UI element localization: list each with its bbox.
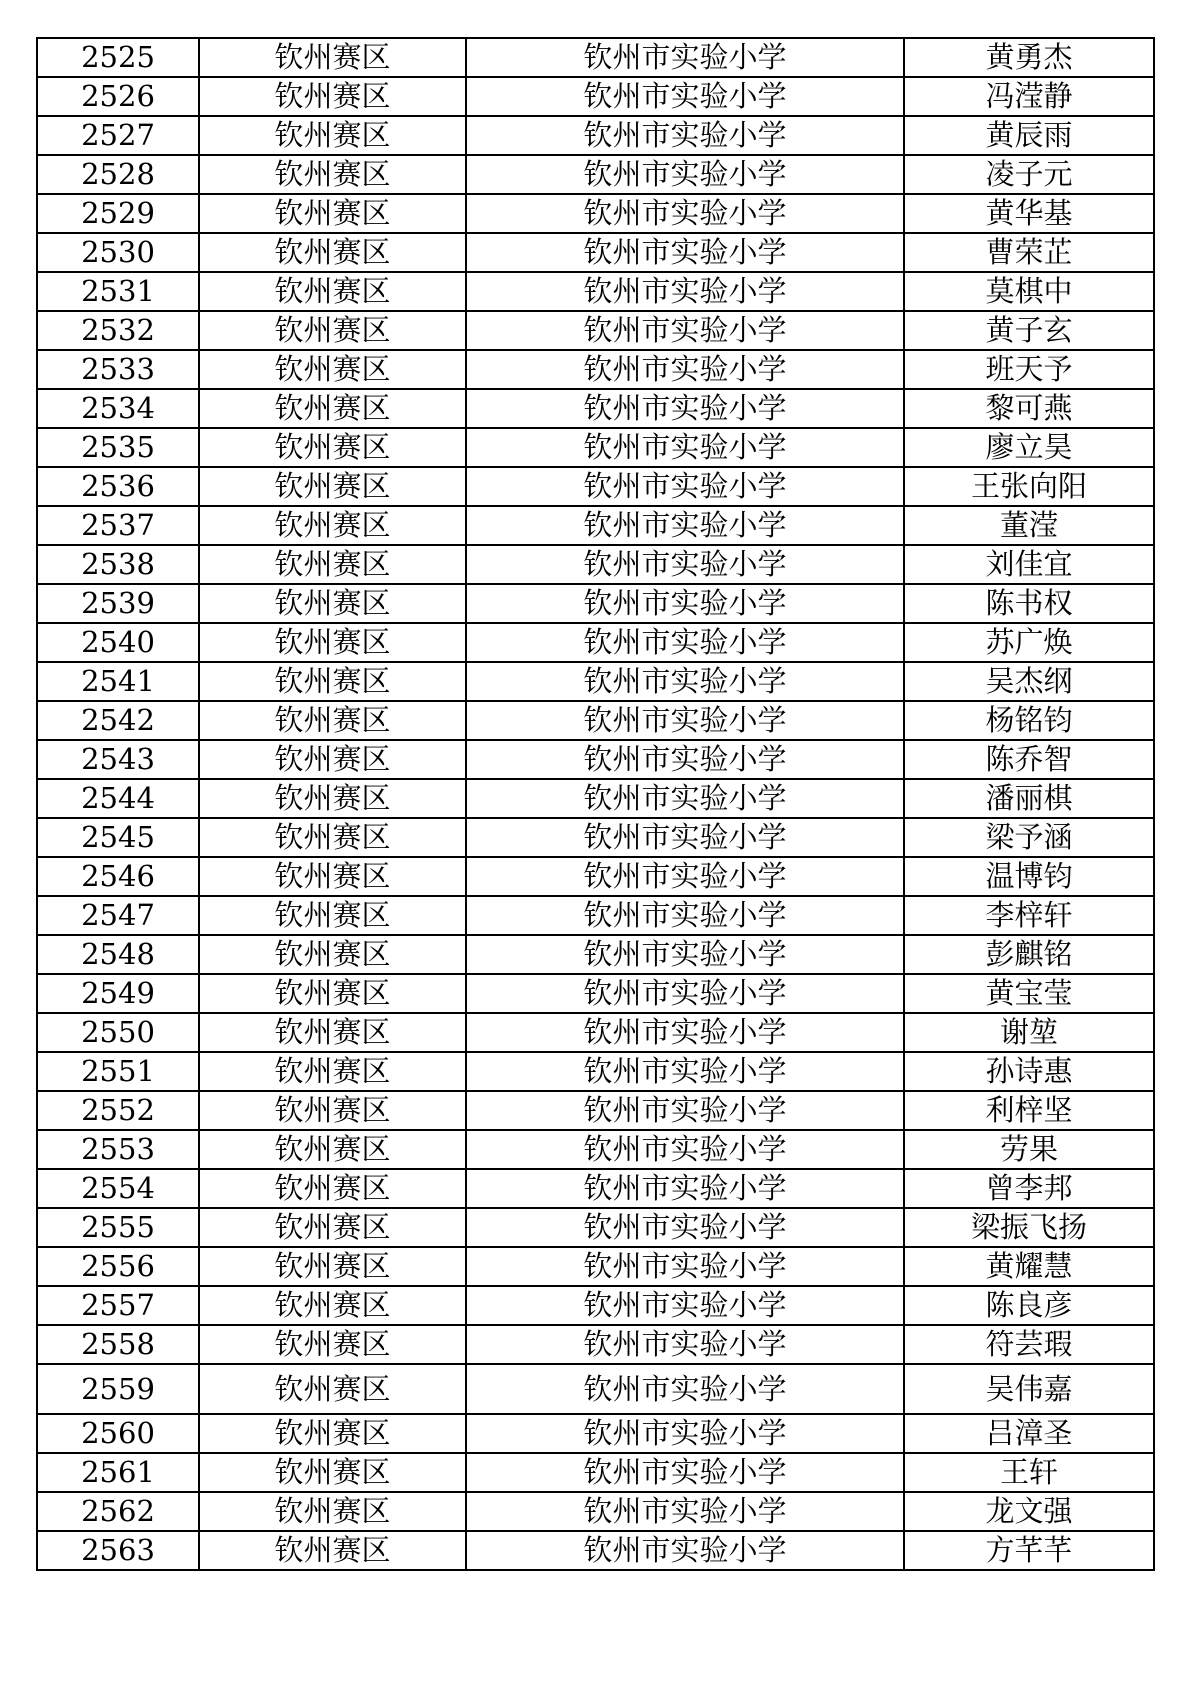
student-name-cell: 温博钧 (904, 857, 1154, 896)
serial-number-cell: 2560 (37, 1414, 199, 1453)
school-cell: 钦州市实验小学 (466, 428, 904, 467)
serial-number-cell: 2535 (37, 428, 199, 467)
serial-number-cell: 2536 (37, 467, 199, 506)
table-row (37, 1325, 1154, 1364)
region-cell: 钦州赛区 (199, 389, 466, 428)
school-cell: 钦州市实验小学 (466, 467, 904, 506)
student-name-cell: 吕漳圣 (904, 1414, 1154, 1453)
student-name-cell: 潘丽棋 (904, 779, 1154, 818)
roster-body (37, 38, 1154, 1570)
serial-number-cell: 2529 (37, 194, 199, 233)
serial-number-cell: 2532 (37, 311, 199, 350)
student-name-cell: 王张向阳 (904, 467, 1154, 506)
serial-number-cell: 2553 (37, 1130, 199, 1169)
student-name-cell: 陈乔智 (904, 740, 1154, 779)
student-name-cell: 符芸瑕 (904, 1325, 1154, 1364)
school-cell: 钦州市实验小学 (466, 272, 904, 311)
student-name-cell: 黄宝莹 (904, 974, 1154, 1013)
region-cell: 钦州赛区 (199, 350, 466, 389)
student-name-cell: 彭麒铭 (904, 935, 1154, 974)
table-row (37, 77, 1154, 116)
serial-number-cell: 2537 (37, 506, 199, 545)
region-cell: 钦州赛区 (199, 740, 466, 779)
table-row (37, 896, 1154, 935)
serial-number-cell: 2530 (37, 233, 199, 272)
region-cell: 钦州赛区 (199, 77, 466, 116)
table-row (37, 662, 1154, 701)
school-cell: 钦州市实验小学 (466, 545, 904, 584)
school-cell: 钦州市实验小学 (466, 506, 904, 545)
school-cell: 钦州市实验小学 (466, 1169, 904, 1208)
table-row (37, 389, 1154, 428)
student-name-cell: 陈书权 (904, 584, 1154, 623)
student-name-cell: 王轩 (904, 1453, 1154, 1492)
school-cell: 钦州市实验小学 (466, 1247, 904, 1286)
school-cell: 钦州市实验小学 (466, 1052, 904, 1091)
table-row (37, 467, 1154, 506)
region-cell: 钦州赛区 (199, 1492, 466, 1531)
region-cell: 钦州赛区 (199, 1013, 466, 1052)
region-cell: 钦州赛区 (199, 974, 466, 1013)
student-name-cell: 曹荣芷 (904, 233, 1154, 272)
region-cell: 钦州赛区 (199, 545, 466, 584)
region-cell: 钦州赛区 (199, 38, 466, 77)
region-cell: 钦州赛区 (199, 116, 466, 155)
student-name-cell: 李梓轩 (904, 896, 1154, 935)
school-cell: 钦州市实验小学 (466, 779, 904, 818)
region-cell: 钦州赛区 (199, 896, 466, 935)
school-cell: 钦州市实验小学 (466, 1364, 904, 1414)
serial-number-cell: 2542 (37, 701, 199, 740)
serial-number-cell: 2563 (37, 1531, 199, 1570)
serial-number-cell: 2549 (37, 974, 199, 1013)
school-cell: 钦州市实验小学 (466, 857, 904, 896)
serial-number-cell: 2526 (37, 77, 199, 116)
serial-number-cell: 2551 (37, 1052, 199, 1091)
region-cell: 钦州赛区 (199, 1531, 466, 1570)
table-row (37, 1208, 1154, 1247)
region-cell: 钦州赛区 (199, 1414, 466, 1453)
student-name-cell: 孙诗惠 (904, 1052, 1154, 1091)
region-cell: 钦州赛区 (199, 1169, 466, 1208)
region-cell: 钦州赛区 (199, 1130, 466, 1169)
serial-number-cell: 2561 (37, 1453, 199, 1492)
student-name-cell: 劳果 (904, 1130, 1154, 1169)
table-row (37, 740, 1154, 779)
school-cell: 钦州市实验小学 (466, 584, 904, 623)
school-cell: 钦州市实验小学 (466, 1325, 904, 1364)
table-row (37, 1091, 1154, 1130)
school-cell: 钦州市实验小学 (466, 818, 904, 857)
region-cell: 钦州赛区 (199, 584, 466, 623)
table-row (37, 545, 1154, 584)
serial-number-cell: 2552 (37, 1091, 199, 1130)
region-cell: 钦州赛区 (199, 194, 466, 233)
student-name-cell: 莫棋中 (904, 272, 1154, 311)
region-cell: 钦州赛区 (199, 935, 466, 974)
student-name-cell: 刘佳宜 (904, 545, 1154, 584)
serial-number-cell: 2539 (37, 584, 199, 623)
school-cell: 钦州市实验小学 (466, 116, 904, 155)
student-name-cell: 黄勇杰 (904, 38, 1154, 77)
table-row (37, 1286, 1154, 1325)
serial-number-cell: 2548 (37, 935, 199, 974)
school-cell: 钦州市实验小学 (466, 623, 904, 662)
table-row (37, 857, 1154, 896)
table-row (37, 1414, 1154, 1453)
school-cell: 钦州市实验小学 (466, 896, 904, 935)
region-cell: 钦州赛区 (199, 272, 466, 311)
student-name-cell: 苏广焕 (904, 623, 1154, 662)
student-name-cell: 利梓坚 (904, 1091, 1154, 1130)
serial-number-cell: 2557 (37, 1286, 199, 1325)
student-name-cell: 黄子玄 (904, 311, 1154, 350)
region-cell: 钦州赛区 (199, 311, 466, 350)
region-cell: 钦州赛区 (199, 662, 466, 701)
serial-number-cell: 2531 (37, 272, 199, 311)
serial-number-cell: 2550 (37, 1013, 199, 1052)
school-cell: 钦州市实验小学 (466, 155, 904, 194)
table-row (37, 194, 1154, 233)
serial-number-cell: 2562 (37, 1492, 199, 1531)
region-cell: 钦州赛区 (199, 1208, 466, 1247)
school-cell: 钦州市实验小学 (466, 350, 904, 389)
region-cell: 钦州赛区 (199, 467, 466, 506)
table-row (37, 1531, 1154, 1570)
school-cell: 钦州市实验小学 (466, 1531, 904, 1570)
region-cell: 钦州赛区 (199, 155, 466, 194)
table-row (37, 506, 1154, 545)
table-row (37, 116, 1154, 155)
student-name-cell: 谢堃 (904, 1013, 1154, 1052)
school-cell: 钦州市实验小学 (466, 1492, 904, 1531)
table-row (37, 1052, 1154, 1091)
region-cell: 钦州赛区 (199, 1453, 466, 1492)
school-cell: 钦州市实验小学 (466, 233, 904, 272)
table-row (37, 1247, 1154, 1286)
student-name-cell: 曾李邦 (904, 1169, 1154, 1208)
student-name-cell: 吴伟嘉 (904, 1364, 1154, 1414)
table-row (37, 272, 1154, 311)
school-cell: 钦州市实验小学 (466, 1414, 904, 1453)
student-name-cell: 龙文强 (904, 1492, 1154, 1531)
serial-number-cell: 2555 (37, 1208, 199, 1247)
region-cell: 钦州赛区 (199, 1325, 466, 1364)
table-row (37, 974, 1154, 1013)
school-cell: 钦州市实验小学 (466, 38, 904, 77)
table-row (37, 1130, 1154, 1169)
school-cell: 钦州市实验小学 (466, 77, 904, 116)
region-cell: 钦州赛区 (199, 701, 466, 740)
region-cell: 钦州赛区 (199, 857, 466, 896)
school-cell: 钦州市实验小学 (466, 194, 904, 233)
student-name-cell: 黄华基 (904, 194, 1154, 233)
region-cell: 钦州赛区 (199, 1091, 466, 1130)
region-cell: 钦州赛区 (199, 623, 466, 662)
table-row (37, 818, 1154, 857)
table-row (37, 935, 1154, 974)
serial-number-cell: 2527 (37, 116, 199, 155)
region-cell: 钦州赛区 (199, 779, 466, 818)
school-cell: 钦州市实验小学 (466, 1286, 904, 1325)
student-name-cell: 凌子元 (904, 155, 1154, 194)
serial-number-cell: 2558 (37, 1325, 199, 1364)
table-row (37, 1169, 1154, 1208)
student-name-cell: 杨铭钧 (904, 701, 1154, 740)
student-name-cell: 方芊芊 (904, 1531, 1154, 1570)
serial-number-cell: 2538 (37, 545, 199, 584)
serial-number-cell: 2540 (37, 623, 199, 662)
student-name-cell: 黎可燕 (904, 389, 1154, 428)
serial-number-cell: 2547 (37, 896, 199, 935)
student-name-cell: 梁振飞扬 (904, 1208, 1154, 1247)
serial-number-cell: 2559 (37, 1364, 199, 1414)
student-name-cell: 班天予 (904, 350, 1154, 389)
school-cell: 钦州市实验小学 (466, 701, 904, 740)
region-cell: 钦州赛区 (199, 233, 466, 272)
school-cell: 钦州市实验小学 (466, 1130, 904, 1169)
serial-number-cell: 2543 (37, 740, 199, 779)
student-name-cell: 吴杰纲 (904, 662, 1154, 701)
school-cell: 钦州市实验小学 (466, 974, 904, 1013)
table-row (37, 623, 1154, 662)
table-row (37, 1492, 1154, 1531)
school-cell: 钦州市实验小学 (466, 1091, 904, 1130)
serial-number-cell: 2528 (37, 155, 199, 194)
serial-number-cell: 2546 (37, 857, 199, 896)
school-cell: 钦州市实验小学 (466, 311, 904, 350)
region-cell: 钦州赛区 (199, 1052, 466, 1091)
school-cell: 钦州市实验小学 (466, 935, 904, 974)
student-name-cell: 陈良彦 (904, 1286, 1154, 1325)
serial-number-cell: 2541 (37, 662, 199, 701)
student-name-cell: 廖立昊 (904, 428, 1154, 467)
table-row (37, 701, 1154, 740)
school-cell: 钦州市实验小学 (466, 389, 904, 428)
serial-number-cell: 2545 (37, 818, 199, 857)
region-cell: 钦州赛区 (199, 818, 466, 857)
table-row (37, 584, 1154, 623)
region-cell: 钦州赛区 (199, 428, 466, 467)
school-cell: 钦州市实验小学 (466, 662, 904, 701)
roster-table (36, 37, 1155, 1571)
serial-number-cell: 2534 (37, 389, 199, 428)
serial-number-cell: 2533 (37, 350, 199, 389)
student-name-cell: 梁予涵 (904, 818, 1154, 857)
table-row (37, 1453, 1154, 1492)
region-cell: 钦州赛区 (199, 506, 466, 545)
student-name-cell: 黄耀慧 (904, 1247, 1154, 1286)
serial-number-cell: 2556 (37, 1247, 199, 1286)
student-name-cell: 冯滢静 (904, 77, 1154, 116)
table-row (37, 1013, 1154, 1052)
table-row (37, 311, 1154, 350)
region-cell: 钦州赛区 (199, 1286, 466, 1325)
region-cell: 钦州赛区 (199, 1247, 466, 1286)
school-cell: 钦州市实验小学 (466, 1208, 904, 1247)
table-row (37, 155, 1154, 194)
serial-number-cell: 2554 (37, 1169, 199, 1208)
school-cell: 钦州市实验小学 (466, 740, 904, 779)
serial-number-cell: 2544 (37, 779, 199, 818)
student-name-cell: 董滢 (904, 506, 1154, 545)
table-row (37, 350, 1154, 389)
school-cell: 钦州市实验小学 (466, 1453, 904, 1492)
table-row (37, 233, 1154, 272)
table-row (37, 428, 1154, 467)
table-row (37, 38, 1154, 77)
table-row (37, 779, 1154, 818)
serial-number-cell: 2525 (37, 38, 199, 77)
table-row (37, 1364, 1154, 1414)
school-cell: 钦州市实验小学 (466, 1013, 904, 1052)
region-cell: 钦州赛区 (199, 1364, 466, 1414)
student-name-cell: 黄辰雨 (904, 116, 1154, 155)
